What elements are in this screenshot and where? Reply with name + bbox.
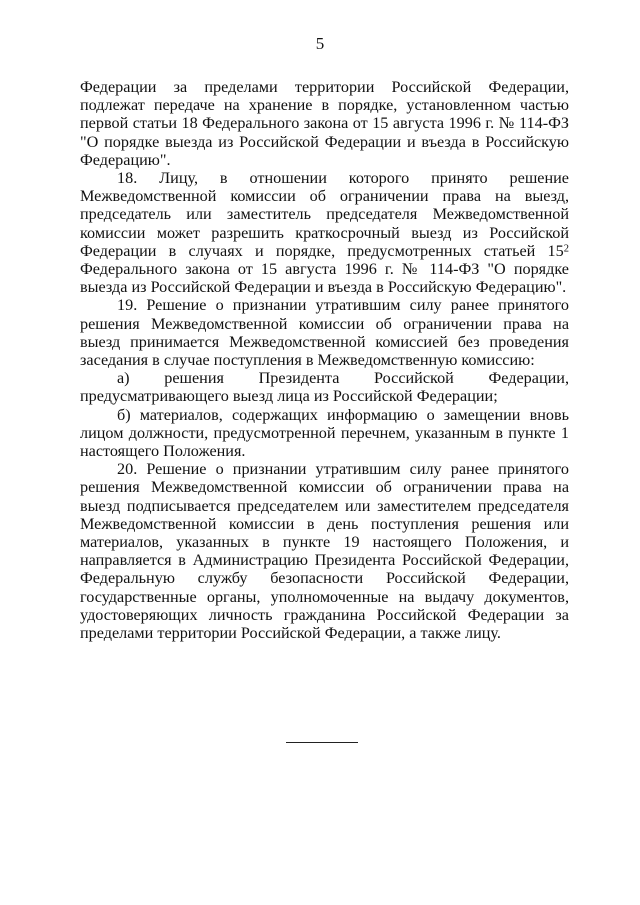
paragraph-continuation: Федерации за пределами территории Российской Федерации, подлежат передаче на хранение в порядке, установленном частью первой статьи 18 Федерального закона от 15 августа 1996 г. № 114-ФЗ "О порядке выезда из Российской Федерации и въезда в Российскую Федерацию". [80,78,569,169]
paragraph-subitem-b: б) материалов, содержащих информацию о замещении вновь лицом должности, предусмотренной перечнем, указанным в пункте 1 настоящего Положения. [80,405,569,461]
end-separator-line [286,742,358,743]
document-body [80,78,569,642]
item-18-superscript: 2 [563,243,569,255]
item-18-text-end: Федерального закона от 15 августа 1996 г. № 114-ФЗ "О порядке выезда из Российской Федерации и въезда в Российскую Федерацию". [80,260,569,297]
paragraph-item-20: 20. Решение о признании утратившим силу ранее принятого решения Межведомственной комиссии об ограничении права на выезд подписывается председателем или заместителем председателя Межведомственной комиссии в день поступления решения или материалов, указанных в пункте 19 настоящего Положения, и направляется в Администрацию Президента Российской Федерации, Федеральную службу безопасности Российской Федерации, государственные органы, уполномоченные на выдачу документов, удостоверяющих личность гражданина Российской Федерации за пределами территории Российской Федерации, а также лицу. [80,460,569,643]
item-18-text-start: 18. Лицу, в отношении которого принято решение Межведомственной комиссии об ограничении права на выезд, председатель или заместитель председателя Межведомственной комиссии может разрешить краткосрочный выезд из Российской Федерации в случаях и порядке, предусмотренных статьей 15 [80,169,569,260]
page-number: 5 [315,34,325,53]
paragraph-item-18 [80,169,569,296]
paragraph-subitem-a: а) решения Президента Российской Федерации, предусматривающего выезд лица из Российской Федерации; [80,369,569,406]
paragraph-item-19: 19. Решение о признании утратившим силу ранее принятого решения Межведомственной комиссии об ограничении права на выезд принимается Межведомственной комиссией без проведения заседания в случае поступления в Межведомственную комиссию: [80,296,569,370]
